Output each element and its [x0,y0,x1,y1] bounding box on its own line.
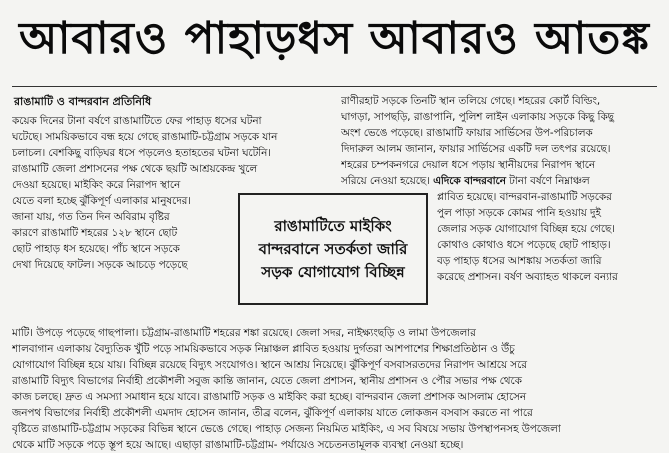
text-line: থেকে মাটি সড়কে পড়ে স্তূপ হয়ে আছে। এছাড়া রাঙামাটি-চট্টগ্রাম- পর্যায়েও সচেতনতামূলক ব্যবস্থা নেওয়া হচ্ছে। [12,439,464,451]
text-line: শালবাগান এলাকায় বৈদ্যুতিক খুঁটি পড়ে সাময়িকভাবে সড়ক নিম্নাঞ্চল প্লাবিত হওয়ায় দুর্গতরা আশপাশের শিক্ষাপ্রতিষ্ঠান ও উঁচু [12,343,515,355]
byline: রাঙামাটি ও বান্দরবান প্রতিনিধি [14,95,152,108]
text-line: বড় পাহাড় ধসের আশঙ্কায় সতর্কতা জারি [437,255,602,267]
text-segment: সরিয়ে নেওয়া হয়েছে। [341,175,430,187]
headline: আবারও পাহাড়ধস আবারও আতঙ্ক [19,12,650,64]
text-line: রাণীরহাট সড়কে তিনটি স্থান তলিয়ে গেছে। শহরের কোর্ট বিল্ডিং, [341,95,601,107]
text-line [341,173,659,189]
text-line: অংশ ভেঙে পড়েছে। রাঙামাটি ফায়ার সার্ভিসের উপ-পরিচালক [341,127,593,139]
pullquote-line: বান্দরবানে সতর্কতা জারি [258,239,408,258]
text-line: জানা যায়, গত তিন দিন অবিরাম বৃষ্টির [12,211,170,223]
pullquote-line: সড়ক যোগাযোগ বিচ্ছিন্ন [261,262,405,281]
headline-rule [12,86,657,87]
text-line: যোগাযোগ বিচ্ছিন্ন হয়ে যায়। বিচ্ছিন্ন রয়েছে বিদ্যুৎ সংযোগও। স্থানে আশ্রয় নিয়েছে। ঝুঁকিপূর্ণ বসবাসরতদের নিরাপদ আশ্রয়ে সরে [12,359,527,371]
text-line: দিদারুল আলম জানান, ফায়ার সার্ভিসের একটি দল তৎপর রয়েছে। [341,143,611,155]
pullquote-box [238,193,428,305]
text-line: দেওয়া হয়েছে। মাইকিং করে নিরাপদ স্থানে [12,179,181,191]
text-line: রাঙামাটি বিদ্যুৎ বিভাগের নির্বাহী প্রকৌশলী সবুজ কান্তি জানান, যেতে জেলা প্রশাসন, স্থানীয় প্রশাসন ও পৌর সভার পক্ষ থেকে [12,375,522,387]
text-line: রাঙামাটি জেলা প্রশাসনের পক্ষ থেকে ছয়টি আশ্রয়কেন্দ্র খুলে [12,163,258,175]
text-line: চলাচল। বেশকিছু বাড়িঘর ধসে পড়লেও হতাহতের ঘটনা ঘটেনি। [12,147,271,159]
text-line: জেলার সড়ক যোগাযোগ বিচ্ছিন্ন হয়ে গেছে। [437,223,615,235]
text-line: কয়েক দিনের টানা বর্ষণে রাঙামাটিতে ফের পাহাড় ধসের ঘটনা [12,115,262,127]
text-line: কাজ চলছে। দ্রুত এ সমস্যা সমাধান হয়ে যাবে। রাঙামাটি সড়ক ও মাইকিং করা হচ্ছে। বান্দরবান জেলা প্রশাসক আসলাম হোসেন [12,391,527,403]
pullquote-line: রাঙামাটিতে মাইকিং [274,216,392,235]
text-line: করেছে প্রশাসন। বর্ষণ অব্যাহত থাকলে বন্যার [437,271,618,283]
text-line: বৃষ্টিতে রাঙামাটি-চট্টগ্রাম সড়কের বিভিন্ন স্থানে ভেঙে গেছে। পাহাড় সেজন্য নিয়মিত মাইকিং, এ সব বিষয়ে সভায় উপস্থাপনসহ উপজেলা [12,423,561,435]
text-line: কারণে রাঙামাটি শহরের ১২৮ স্থানে ছোট [12,227,178,239]
text-line: মাটি। উপড়ে পড়েছে গাছপালা। চট্টগ্রাম-রাঙামাটি শহরের শঙ্কা রয়েছে। জেলা সদর, নাইক্ষ্যংছড়ি ও লামা উপজেলার [12,327,476,339]
text-line: ঘাগড়া, সাপছড়ি, রাঙাপানি, পুলিশ লাইন এলাকায় সড়কে কিছু কিছু [341,111,614,123]
text-line: শহরের চম্পকনগরে দেয়াল ধসে পড়ায় স্থানীয়দের নিরাপদ স্থানে [341,159,596,171]
text-line: ছোট পাহাড় ধস হয়েছে। পাঁচ স্থানে সড়কে [12,243,180,255]
text-line: ঘটেছে। সাময়িকভাবে বন্ধ হয়ে গেছে রাঙামাটি-চট্টগ্রাম সড়কে যান [12,131,278,143]
text-line: জনপথ বিভাগের নির্বাহী প্রকৌশলী এমদাদ হোসেন জানান, তীব্র বলেন, ঝুঁকিপূর্ণ এলাকায় যাতে লোকজন বসবাস করতে না পারে [12,407,533,419]
text-segment: টানা বর্ষণে নিম্নাঞ্চল [505,175,590,187]
text-line: প্লাবিত হয়েছে। বান্দরবান-রাঙামাটি সড়কের [437,191,612,203]
bottom-text [12,325,660,453]
text-line: যেতে বলা হচ্ছে ঝুঁকিপূর্ণ এলাকার মানুষদের। [12,195,191,207]
text-line: কোথাও কোথাও ধসে পড়েছে ছোট পাহাড়। [437,239,611,251]
text-line: দেখা দিয়েছে ফাটল। সড়কে আচড়ে পড়েছে [12,259,188,271]
subhead-bandarban: এদিকে বান্দরবানে [433,175,506,187]
text-line: পুল পাড়া সড়কে কোমর পানি হওয়ায় দুই [437,207,601,219]
